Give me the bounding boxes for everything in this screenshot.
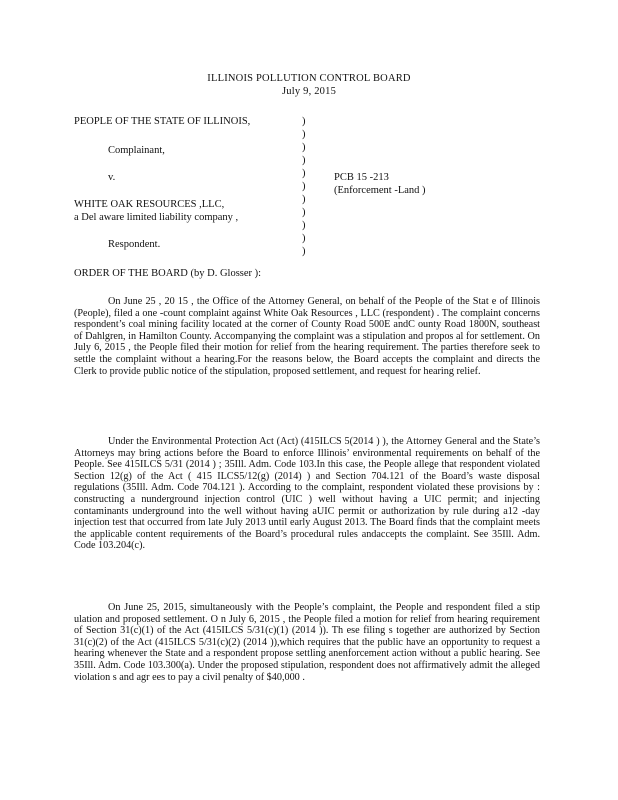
order-date: July 9, 2015 (281, 86, 337, 97)
caption-paren: ) (302, 220, 306, 231)
defendant-description: a Del aware limited liability company , (74, 212, 239, 223)
caption-paren: ) (302, 168, 306, 179)
board-heading: ILLINOIS POLLUTION CONTROL BOARD (207, 73, 411, 84)
paragraph-2-text: Under the Environmental Protection Act (Act) (415ILCS 5(2014 ) ), the Attorney General and the State’s Attorneys may bring actions before the Board to enforce Illinois’ environmental requirements on behalf of the People. See 415ILCS 5/31 (2014 ) ; 35Ill. Adm. Code 103.In this case, the People allege that respondent violated Section 12(g) of the Act ( 415 ILCS5/12(g) (2014) ) and Section 704.121 of the Board’s waste disposal regulations (35Ill. Adm. Code 704.121 ). According to the complaint, respondent violated these provisions by : constructing a nunderground injection control (UIC ) well without having a UIC permit; and injecting contaminants underground into the well without having aUIC permit or authorization by rule during a12 -day injection test that occurred from late July 2013 until early August 2013. The Board finds that the complaint meets the applicable content requirements of the Board’s procedural rules andaccepts the complaint. See 35Ill. Adm. Code 103.204(c). (74, 436, 540, 552)
caption-paren: ) (302, 142, 306, 153)
caption-paren: ) (302, 233, 306, 244)
paragraph-1 (74, 296, 540, 377)
caption-paren: ) (302, 155, 306, 166)
caption-paren: ) (302, 207, 306, 218)
complainant-label: Complainant, (108, 145, 165, 156)
caption-paren: ) (302, 194, 306, 205)
caption-paren: ) (302, 116, 306, 127)
paragraph-2 (74, 436, 540, 552)
case-type: (Enforcement -Land ) (334, 185, 426, 196)
caption-paren: ) (302, 129, 306, 140)
respondent-label: Respondent. (108, 239, 161, 250)
caption-paren: ) (302, 246, 306, 257)
order-attribution: ORDER OF THE BOARD (by D. Glosser ): (74, 268, 262, 279)
case-number: PCB 15 -213 (334, 172, 389, 183)
paragraph-1-text: On June 25 , 20 15 , the Office of the Attorney General, on behalf of the People of the Stat e of Illinois (People), filed a one -count complaint against White Oak Resources , LLC (respondent) . The complaint concerns respondent’s coal mining facility located at the corner of County Road 500E andC ounty Road 1800N, southeast of Dahlgren, in Hamilton County. Accompanying the complaint was a stipulation and propos al for settlement. On July 6, 2015 , the People filed their motion for relief from the hearing requirement. The parties therefore seek to settle the complaint without a hearing.For the reasons below, the Board accepts the complaint and directs the Clerk to provide public notice of the stipulation, proposed settlement, and request for hearing relief. (74, 296, 540, 377)
caption-paren: ) (302, 181, 306, 192)
plaintiff-name: PEOPLE OF THE STATE OF ILLINOIS, (74, 116, 251, 127)
paragraph-3 (74, 602, 540, 683)
defendant-name: WHITE OAK RESOURCES ,LLC, (74, 199, 225, 210)
versus-label: v. (108, 172, 116, 183)
paragraph-3-text: On June 25, 2015, simultaneously with the People’s complaint, the People and respondent filed a stip ulation and proposed settlement. O n July 6, 2015 , the People filed a motion for relief from hearing requirement of Section 31(c)(1) of the Act (415ILCS 5/31(c)(1) (2014 )). Th ese filing s together are authorized by Section 31(c)(2) of the Act (415ILCS 5/31(c)(2) (2014 )),which requires that the public have an opportunity to request a hearing whenever the State and a respondent propose settling anenforcement action without a public hearing. See 35Ill. Adm. Code 103.300(a). Under the proposed stipulation, respondent does not affirmatively admit the alleged violation s and agr ees to pay a civil penalty of $40,000 . (74, 602, 540, 683)
